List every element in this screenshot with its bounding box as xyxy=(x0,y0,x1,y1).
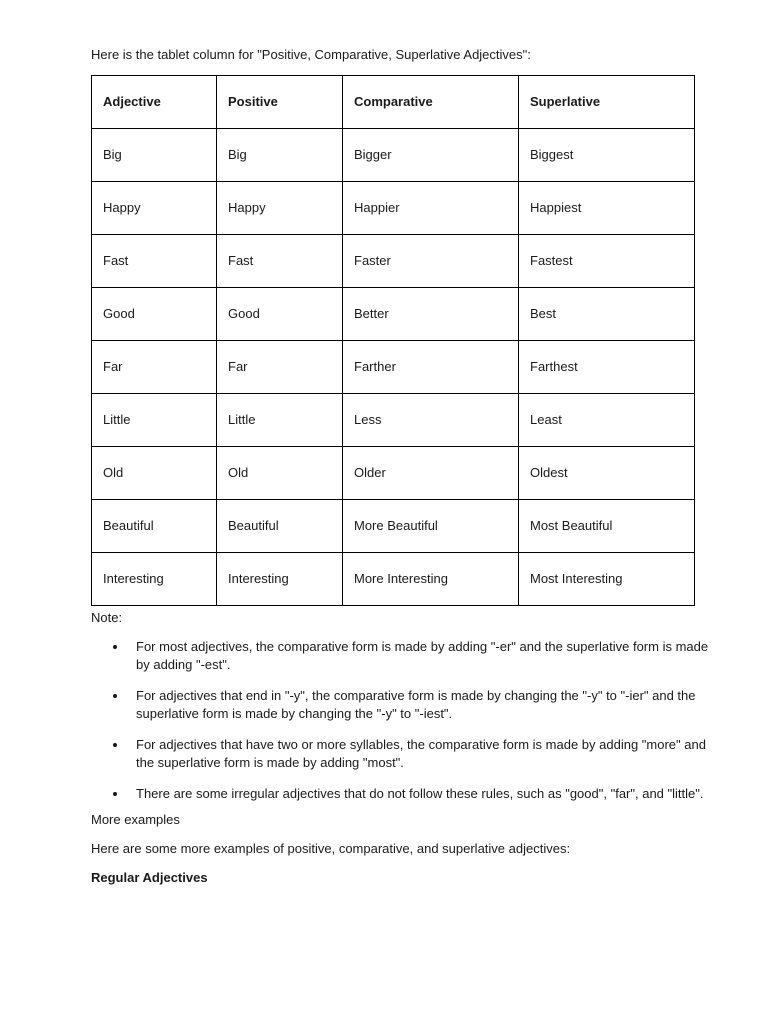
table-row xyxy=(92,341,695,394)
bullet-icon xyxy=(113,743,117,747)
table-row xyxy=(92,288,695,341)
table-cell: Old xyxy=(92,447,217,500)
bullet-icon xyxy=(113,694,117,698)
table-cell: Happier xyxy=(343,182,519,235)
header-cell-positive: Positive xyxy=(217,76,343,129)
note-text: There are some irregular adjectives that do not follow these rules, such as "good", "far", and "little". xyxy=(136,786,704,801)
table-cell: Big xyxy=(217,129,343,182)
table-row xyxy=(92,129,695,182)
table-row xyxy=(92,235,695,288)
table-cell: Interesting xyxy=(92,553,217,606)
bullet-icon xyxy=(113,645,117,649)
table-cell: Little xyxy=(217,394,343,447)
table-cell: Best xyxy=(519,288,695,341)
bullet-icon xyxy=(113,792,117,796)
table-row xyxy=(92,447,695,500)
table-row xyxy=(92,182,695,235)
intro-paragraph: Here is the tablet column for "Positive, Comparative, Superlative Adjectives": xyxy=(91,47,531,62)
list-item xyxy=(91,638,721,674)
table-header-row xyxy=(92,76,695,129)
more-examples-text: More examples xyxy=(91,812,180,827)
table-cell: Big xyxy=(92,129,217,182)
header-cell-comparative: Comparative xyxy=(343,76,519,129)
table-cell: Older xyxy=(343,447,519,500)
table-cell: Fast xyxy=(217,235,343,288)
table-cell: Most Beautiful xyxy=(519,500,695,553)
list-item xyxy=(91,785,721,803)
note-text: For most adjectives, the comparative form is made by adding "-er" and the superlative form is made by adding "-est". xyxy=(136,639,709,672)
table-row xyxy=(92,394,695,447)
table-row xyxy=(92,500,695,553)
table-cell: More Interesting xyxy=(343,553,519,606)
table-cell: Least xyxy=(519,394,695,447)
list-item xyxy=(91,736,721,772)
table-cell: Farthest xyxy=(519,341,695,394)
header-cell-adjective: Adjective xyxy=(92,76,217,129)
table-cell: Less xyxy=(343,394,519,447)
list-item xyxy=(91,687,721,723)
table-cell: Happy xyxy=(92,182,217,235)
table-cell: Fastest xyxy=(519,235,695,288)
note-label: Note: xyxy=(91,610,123,625)
table-cell: Beautiful xyxy=(217,500,343,553)
table-cell: Farther xyxy=(343,341,519,394)
table-cell: Oldest xyxy=(519,447,695,500)
table-cell: Little xyxy=(92,394,217,447)
more-examples-intro: Here are some more examples of positive, comparative, and superlative adjectives: xyxy=(91,841,571,856)
table-cell: Better xyxy=(343,288,519,341)
table-cell: Far xyxy=(217,341,343,394)
adjectives-table xyxy=(91,75,695,606)
note-text: For adjectives that have two or more syllables, the comparative form is made by adding "more" and the superlative form is made by adding "most". xyxy=(136,737,706,770)
table-cell: Interesting xyxy=(217,553,343,606)
table-cell: Bigger xyxy=(343,129,519,182)
table-row xyxy=(92,553,695,606)
table-cell: Good xyxy=(92,288,217,341)
table-cell: More Beautiful xyxy=(343,500,519,553)
table-cell: Far xyxy=(92,341,217,394)
table-cell: Faster xyxy=(343,235,519,288)
table-cell: Old xyxy=(217,447,343,500)
notes-list xyxy=(91,638,721,816)
table-cell: Biggest xyxy=(519,129,695,182)
table-cell: Beautiful xyxy=(92,500,217,553)
table-cell: Fast xyxy=(92,235,217,288)
table-cell: Happiest xyxy=(519,182,695,235)
regular-adjectives-heading: Regular Adjectives xyxy=(91,870,208,885)
note-text: For adjectives that end in "-y", the comparative form is made by changing the "-y" to "-ier" and the superlative form is made by changing the "-y" to "-iest". xyxy=(136,688,696,721)
header-cell-superlative: Superlative xyxy=(519,76,695,129)
table-cell: Most Interesting xyxy=(519,553,695,606)
table-cell: Happy xyxy=(217,182,343,235)
table-cell: Good xyxy=(217,288,343,341)
